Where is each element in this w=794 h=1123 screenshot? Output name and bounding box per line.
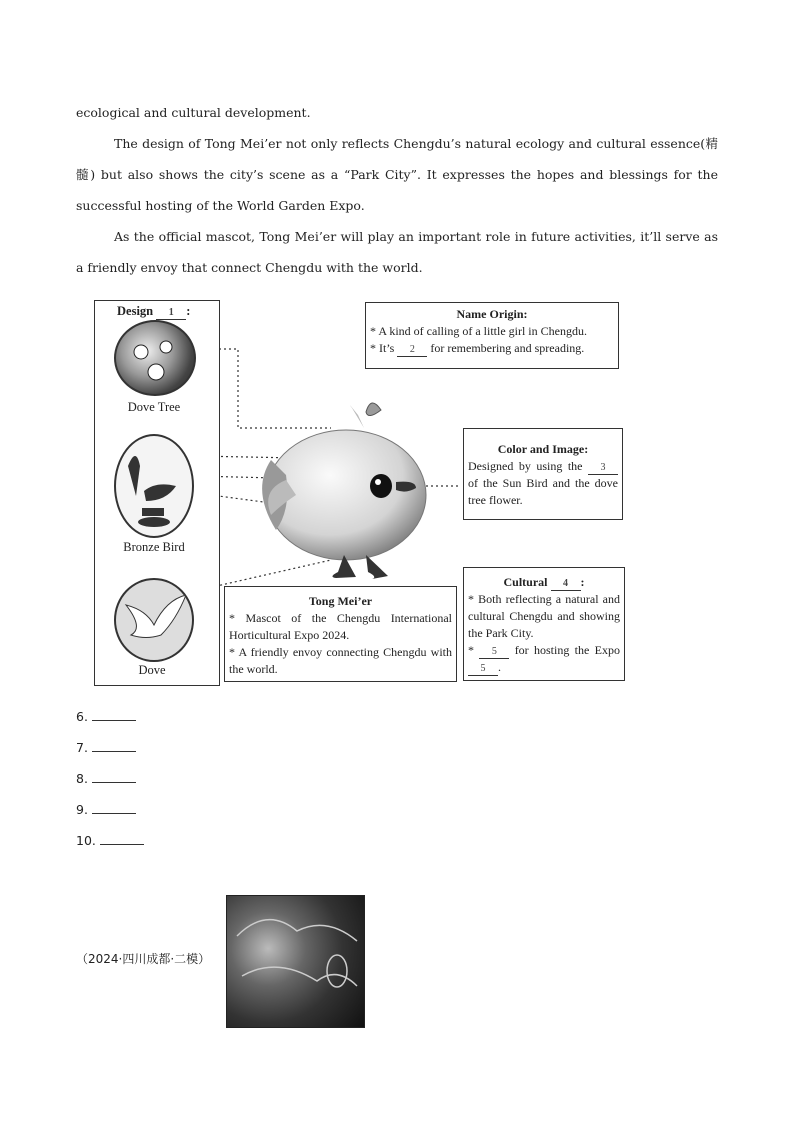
name-origin-line1: * A kind of calling of a little girl in Chengdu. (370, 324, 587, 338)
color-image-box (463, 428, 623, 520)
name-origin-title: Name Origin: (456, 307, 528, 321)
dove-caption: Dove (138, 663, 166, 677)
tong-meier-line1: * Mascot of the Chengdu International Horticultural Expo 2024. (229, 611, 452, 642)
tong-meier-line2: * A friendly envoy connecting Chengdu with the world. (229, 645, 452, 676)
question-number: 9. (76, 802, 88, 817)
source-label: （2024·四川成都·二模） (76, 952, 211, 966)
design-blank-1: 1 (156, 307, 186, 320)
color-image-pre: Designed by using the (468, 459, 583, 473)
name-origin-line2-post: for remembering and spreading. (430, 341, 585, 355)
diagram (76, 290, 632, 688)
question-10 (76, 832, 144, 848)
tong-meier-title: Tong Mei’er (308, 594, 373, 608)
cultural-mid: for hosting the Expo (514, 643, 621, 657)
design-colon: : (186, 304, 191, 318)
design-heading (117, 303, 190, 320)
name-origin-line2-pre: * It’s (370, 341, 395, 355)
temple-photo (226, 895, 365, 1028)
name-origin-box (365, 302, 619, 369)
question-number: 10. (76, 833, 96, 848)
question-number: 7. (76, 740, 88, 755)
cultural-line2 (468, 642, 620, 676)
answer-blank[interactable] (100, 832, 144, 845)
cultural-colon: : (580, 575, 585, 589)
cultural-star: * (468, 643, 474, 657)
tong-meier-box (224, 586, 457, 682)
cultural-end: . (498, 660, 501, 674)
blank-5b: 5 (468, 663, 498, 676)
blank-5a: 5 (479, 646, 509, 659)
dove-tree-image (114, 320, 196, 396)
question-9 (76, 801, 136, 817)
cultural-title: Cultural (503, 575, 548, 589)
name-origin-line2 (370, 340, 614, 357)
color-image-title: Color and Image: (497, 442, 589, 456)
answer-blank[interactable] (92, 708, 136, 721)
color-image-post: of the Sun Bird and the dove tree flower. (468, 476, 618, 507)
answer-blank[interactable] (92, 770, 136, 783)
answer-blank[interactable] (92, 739, 136, 752)
cultural-box (463, 567, 625, 681)
cultural-heading (468, 574, 620, 591)
cultural-line1: * Both reflecting a natural and cultural Chengdu and showing the Park City. (468, 592, 620, 640)
bronze-bird-caption: Bronze Bird (123, 540, 185, 554)
passage-line-top: ecological and cultural development. (76, 105, 311, 120)
dove-image (114, 578, 194, 662)
blank-4: 4 (551, 578, 581, 591)
question-7 (76, 739, 136, 755)
design-label: Design (117, 304, 154, 318)
question-8 (76, 770, 136, 786)
passage-para-design: The design of Tong Mei’er not only reflects Chengdu’s natural ecology and cultural essence(精髓) but also shows the city’s scene as a “Park City”. It expresses the hopes and blessings for the successful hosting of the World Garden Expo. (76, 136, 718, 213)
passage-para-mascot: As the official mascot, Tong Mei’er will play an important role in future activities, it’ll serve as a friendly envoy that connect Chengdu with the world. (76, 229, 718, 275)
bronze-bird-image (114, 434, 194, 538)
dove-tree-caption: Dove Tree (127, 400, 181, 414)
question-number: 6. (76, 709, 88, 724)
question-number: 8. (76, 771, 88, 786)
blank-2: 2 (397, 344, 427, 357)
answer-blank[interactable] (92, 801, 136, 814)
blank-3: 3 (588, 462, 618, 475)
question-6 (76, 708, 136, 724)
